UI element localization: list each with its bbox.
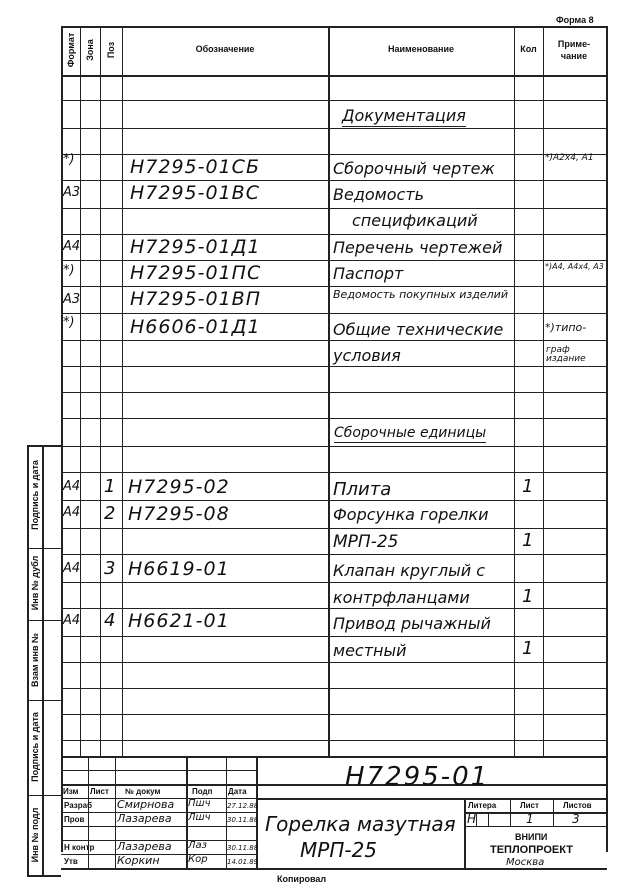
row-format: А4 xyxy=(63,613,81,628)
row-format: А3 xyxy=(63,292,81,307)
tb-date: 30.11.88 xyxy=(227,844,259,852)
row-name: Ведомость xyxy=(333,185,425,204)
row-name: Паспорт xyxy=(333,264,404,283)
row-name: Ведомость покупных изделий xyxy=(333,288,508,301)
tb-signature: Пшч xyxy=(188,798,211,809)
tb-designation: Н7295-01 xyxy=(345,762,490,792)
row-name: контрфланцами xyxy=(333,588,470,607)
row-format: А3 xyxy=(63,185,81,200)
row-name: условия xyxy=(333,346,401,365)
footer-copied: Копировал xyxy=(277,874,327,884)
row-name: Сборочный чертеж xyxy=(333,159,495,178)
row-format: *) xyxy=(63,152,75,167)
row-note: граф издание xyxy=(546,345,586,364)
tb-person: Лазарева xyxy=(117,840,172,853)
section-assemblies: Сборочные единицы xyxy=(334,425,487,441)
side-sign-date-top: Подпись и дата xyxy=(30,460,40,530)
tb-role: Н контр xyxy=(64,843,95,852)
tb-date: 30.11.88 xyxy=(227,816,259,824)
tb-date: 14.01.89 xyxy=(227,858,259,866)
row-designation: Н6619-01 xyxy=(128,558,230,580)
row-name: спецификаций xyxy=(352,211,478,230)
tb-role: Утв xyxy=(64,857,78,866)
header-name: Наименование xyxy=(387,44,455,54)
tb-signature: Лаз xyxy=(188,840,207,851)
row-pos: 2 xyxy=(104,503,116,524)
row-format: А4 xyxy=(63,505,81,520)
tb-org-1: ВНИПИ xyxy=(515,832,548,842)
row-designation: Н7295-01ВП xyxy=(130,288,261,310)
row-format: А4 xyxy=(63,239,81,254)
tb-litera: Н xyxy=(467,812,477,826)
row-pos: 3 xyxy=(104,558,116,579)
side-inv-dubl: Инв № дубл xyxy=(30,555,40,611)
tb-col-doc: № докум xyxy=(125,787,161,796)
row-designation: Н7295-02 xyxy=(128,476,230,498)
row-qty: 1 xyxy=(522,638,534,659)
row-note: *)А2х4, А1 xyxy=(545,153,594,163)
tb-product-name-1: Горелка мазутная xyxy=(265,812,456,836)
row-name: Привод рычажный xyxy=(333,614,491,633)
row-name: Форсунка горелки xyxy=(333,505,489,524)
side-vzam-inv: Взам инв № xyxy=(30,632,40,688)
row-format: А4 xyxy=(63,561,81,576)
tb-signature: Лшч xyxy=(188,812,211,823)
row-designation: Н7295-01Д1 xyxy=(130,236,261,258)
tb-col-list: Лист xyxy=(90,787,109,796)
row-format: *) xyxy=(63,315,75,330)
tb-date: 27.12.88 xyxy=(227,802,259,810)
tb-col-data: Дата xyxy=(228,787,247,796)
tb-org-2: ТЕПЛОПРОЕКТ xyxy=(490,844,573,856)
tb-role: Пров xyxy=(64,815,85,824)
tb-person: Лазарева xyxy=(117,812,172,825)
row-format: А4 xyxy=(63,479,81,494)
header-note: Приме-чание xyxy=(557,39,591,61)
tb-person: Смирнова xyxy=(117,798,175,811)
row-name: Клапан круглый с xyxy=(333,561,486,580)
tb-signature: Кор xyxy=(188,854,208,865)
row-designation: Н7295-08 xyxy=(128,503,230,525)
tb-role: Разраб xyxy=(64,801,93,810)
tb-org-3: Москва xyxy=(506,857,545,868)
row-note: *)типо- xyxy=(545,321,587,334)
row-name: Общие технические xyxy=(333,320,504,339)
row-qty: 1 xyxy=(522,476,534,497)
tb-product-name-2: МРП-25 xyxy=(300,838,378,862)
form-label: Форма 8 xyxy=(556,15,594,25)
row-name: Плита xyxy=(333,479,392,500)
tb-person: Коркин xyxy=(117,854,160,867)
tb-sheets-label: Листов xyxy=(563,801,592,810)
row-note: *)А4, А4х4, А3 xyxy=(545,262,604,271)
row-designation: Н6621-01 xyxy=(128,610,230,632)
side-sign-date-bottom: Подпись и дата xyxy=(30,712,40,782)
header-pos: Поз xyxy=(106,41,116,59)
row-qty: 1 xyxy=(522,586,534,607)
row-designation: Н7295-01ВС xyxy=(130,182,260,204)
header-designation: Обозначение xyxy=(195,44,255,54)
header-zone: Зона xyxy=(85,39,95,61)
header-qty: Кол xyxy=(520,44,537,54)
row-format: *) xyxy=(63,263,75,278)
tb-sheets: 3 xyxy=(572,812,580,826)
row-designation: Н7295-01ПС xyxy=(130,262,262,284)
header-format: Формат xyxy=(66,32,76,68)
row-designation: Н6606-01Д1 xyxy=(130,316,261,338)
row-name: Перечень чертежей xyxy=(333,238,503,257)
tb-sheet: 1 xyxy=(526,812,534,826)
row-name: местный xyxy=(333,641,407,660)
section-documentation: Документация xyxy=(342,106,466,125)
row-name: МРП-25 xyxy=(333,532,399,552)
row-designation: Н7295-01СБ xyxy=(130,156,260,178)
row-qty: 1 xyxy=(522,530,534,551)
side-inv-podl: Инв № подл xyxy=(30,807,40,863)
row-pos: 4 xyxy=(104,610,116,631)
row-pos: 1 xyxy=(104,476,116,497)
tb-litera-label: Литера xyxy=(468,801,497,810)
tb-sheet-label: Лист xyxy=(520,801,539,810)
tb-col-izm: Изм xyxy=(63,787,79,796)
tb-col-podp: Подп xyxy=(192,787,213,796)
